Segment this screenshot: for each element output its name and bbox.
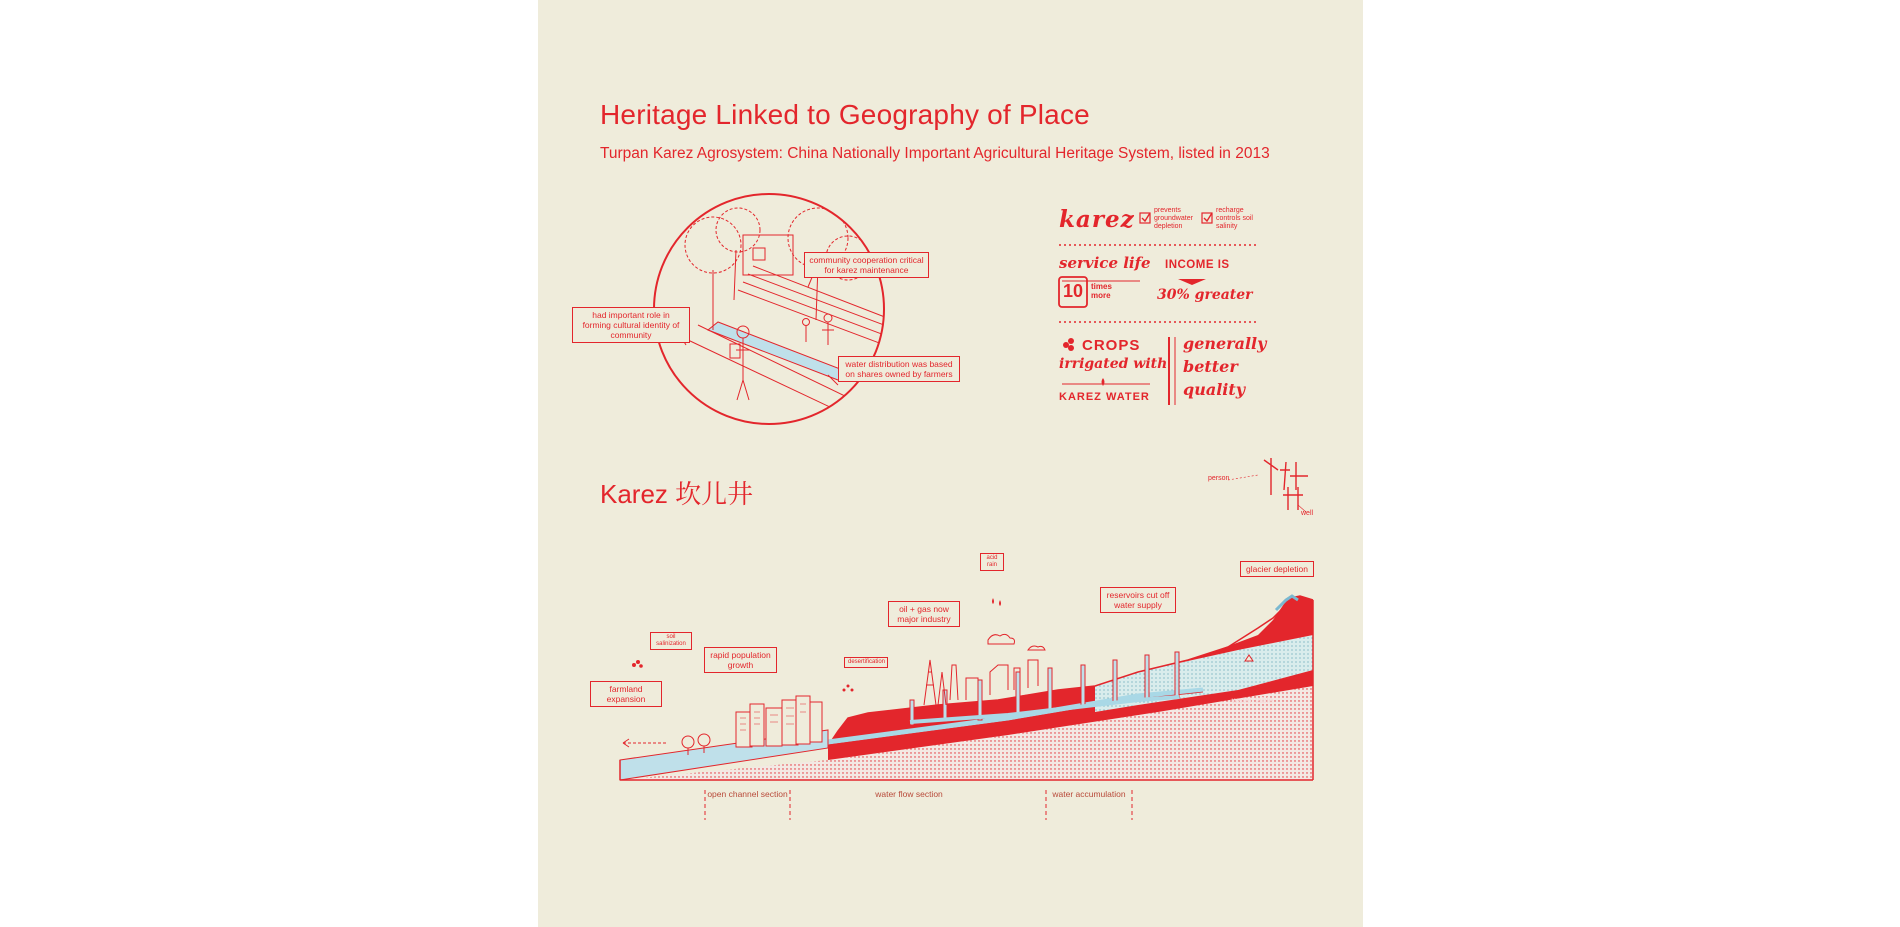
stat-income-is: INCOME IS [1165,259,1230,271]
stat-recharge: recharge controls soil salinity [1216,207,1253,230]
callout-farmland-expansion: farmland expansion [590,681,662,707]
callout-desertification: desertification [844,657,888,668]
stat-crops: CROPS [1082,337,1141,354]
stat-times-more: times more [1091,282,1112,300]
callout-oil-gas: oil + gas now major industry [888,601,960,627]
illustration-layer [538,0,1363,927]
karez-cross-section [620,596,1313,820]
char-label-person: person [1208,475,1230,482]
poster [538,0,1363,927]
stat-generally: generally [1183,334,1267,353]
stat-prevents: prevents groundwater depletion [1154,207,1193,230]
character-sketch [1228,458,1308,512]
label-water-table: water table [1231,695,1274,705]
callout-glacier-depletion: glacier depletion [1240,561,1314,577]
stat-service-life: service life [1059,254,1151,272]
callout-rapid-population: rapid population growth [704,647,777,673]
stat-income-value: 30% greater [1157,287,1253,303]
callout-water-distribution: water distribution was based on shares owned by farmers [838,356,960,382]
callout-cultural-identity: had important role in forming cultural identity of community [572,307,690,343]
callout-reservoirs: reservoirs cut off water supply [1100,587,1176,613]
village-illustration [654,194,908,425]
stat-karez-water: KAREZ WATER [1059,391,1150,403]
section-title-karez: Karez 坎儿井 [600,479,754,509]
label-water-flow: water flow section [875,789,943,799]
callout-acid-rain: acid rain [980,553,1004,571]
callout-community-cooperation: community cooperation critical for karez maintenance [804,252,929,278]
stat-karez-word: karez [1059,206,1135,233]
label-water-accumulation: water accumulation [1052,789,1126,799]
page-subtitle: Turpan Karez Agrosystem: China Nationally Important Agricultural Heritage System, listed in 2013 [600,145,1270,162]
page-title: Heritage Linked to Geography of Place [600,99,1090,130]
stat-irrigated-with: irrigated with [1059,356,1168,372]
stat-ten: 10 [1062,281,1084,301]
char-label-well: well [1301,510,1314,517]
stat-quality: quality [1183,380,1246,399]
callout-soil-salinization: soil salinization [650,632,692,650]
stat-better: better [1183,357,1238,376]
label-open-channel: open channel section [707,789,788,799]
